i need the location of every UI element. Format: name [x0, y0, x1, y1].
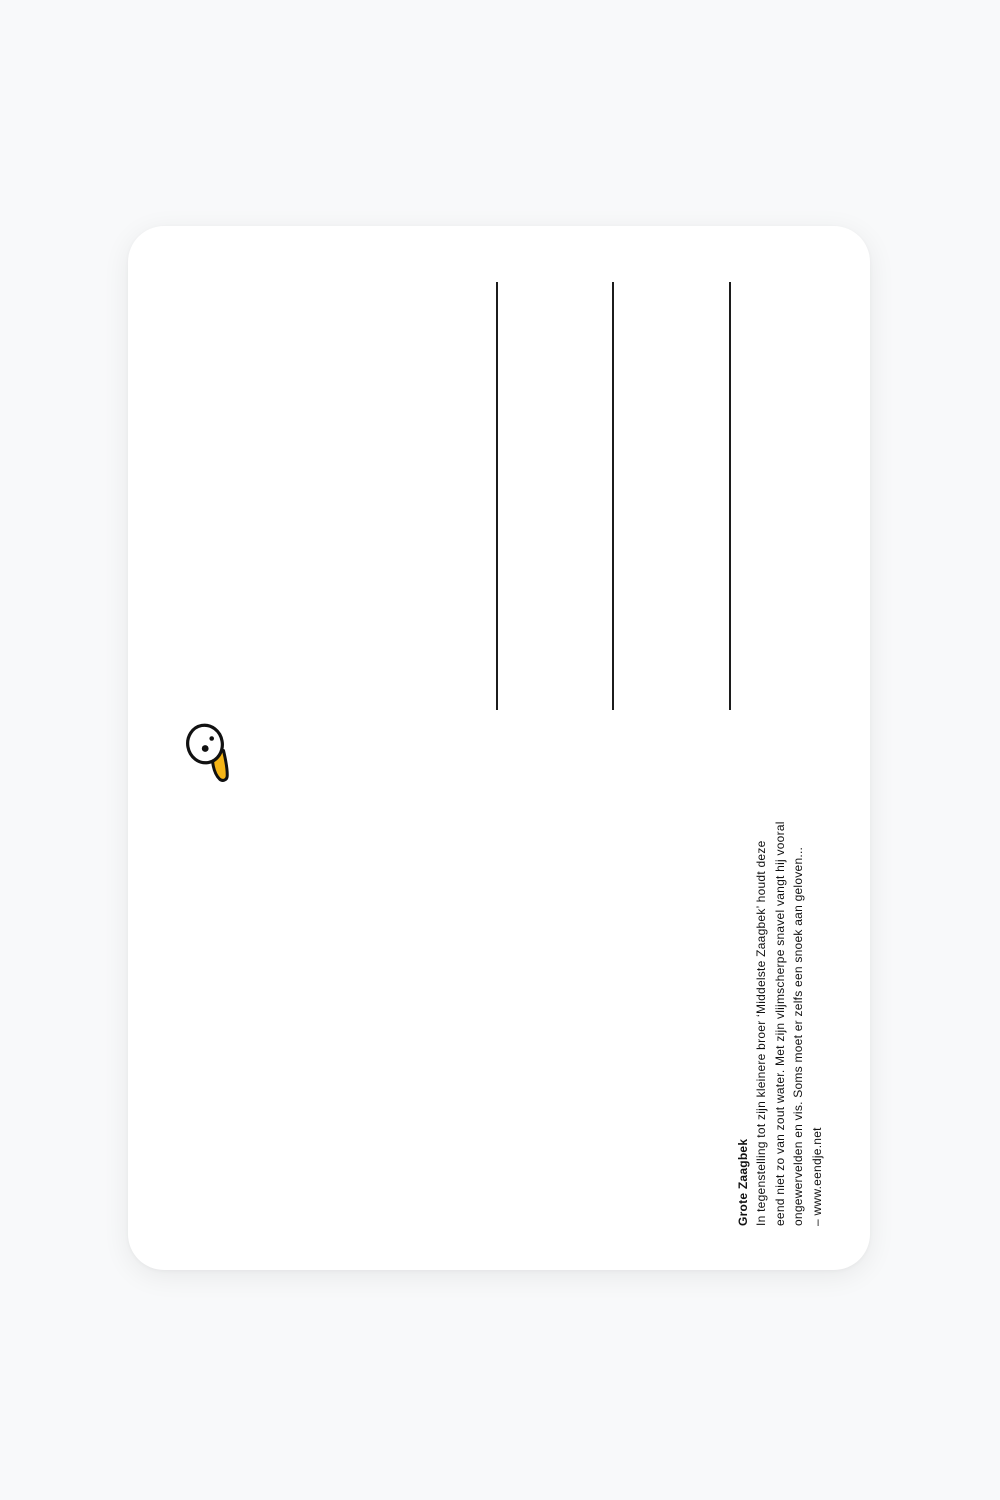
caption-line-1: In tegenstelling tot zijn kleinere broer ‘Middelste Zaagbek’ houdt deze [754, 840, 769, 1226]
caption-website: – www.eendje.net [809, 1127, 824, 1226]
caption-title: Grote Zaagbek [736, 1138, 750, 1226]
caption-line-3: ongewervelden en vis. Soms moet er zelfs een snoek aan geloven... [791, 846, 806, 1226]
address-line-3 [729, 282, 731, 710]
caption-block [734, 816, 826, 1226]
address-line-1 [496, 282, 498, 710]
duck-logo-icon [184, 722, 232, 788]
address-line-2 [612, 282, 614, 710]
caption-line-2: eend niet zo van zout water. Met zijn vlijmscherpe snavel vangt hij vooral [772, 821, 787, 1226]
postcard [128, 226, 870, 1270]
